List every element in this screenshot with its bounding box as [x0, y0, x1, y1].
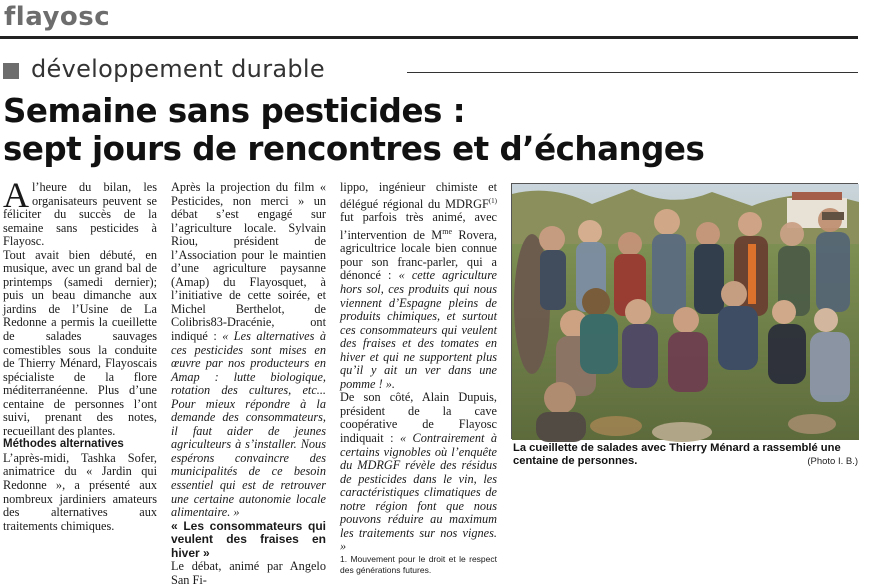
paragraph [340, 391, 497, 554]
photo-caption: La cueillette de salades avec Thierry Ménard a rassemblé une centaine de personnes. [513, 442, 841, 467]
section-label: développement durable [31, 55, 325, 83]
section-square-icon [3, 63, 19, 79]
quote: « Les alternatives à ces pesticides sont mises en œuvre par nos producteurs en Amap : lutte biologique, rotation des cultures, etc... Pour mieux répondre à la demande des consommateurs, il faut aider de jeunes agriculteurs à s’installer. Nous espérons convaincre des municipalités de ce besoin essentiel qui est de retrouver une certaine autonomie locale alimentaire. » [171, 329, 326, 520]
article-column-1 [3, 175, 157, 533]
title-abbrev: me [442, 226, 453, 236]
subheading: Méthodes alternatives [3, 438, 124, 451]
paragraph-text: Après la projection du film « Pesticides, non merci » un débat s’est engagé sur l’agriculture locale. Sylvain Riou, président de l’Association pour le maintien d’une agriculture paysanne (Amap) du Flayosquet, à l’initiative de cette soirée, et Michel Berthelot, de Colibris83-Dracénie, ont indiqué : [171, 180, 326, 344]
paragraph-text: lippo, ingénieur chimiste et délégué régional du MDRGF [340, 180, 497, 211]
quote: « Contrairement à certains vignobles où l’enquête du MDRGF révèle des résidus de pesticides dans le vin, les caractéristiques climatiques de notre région font que nous pouvons réduire au maximum les traitements sur nos vignes. » [340, 431, 498, 554]
quote: « cette agriculture hors sol, ces produits qui nous viennent d’Espagne pleins de produits chimiques, et surtout ces consommateurs qui veulent des fraises et des tomates en hiver et qui ne supportent plus qu’il y ait un ver dans une pomme ! ». [340, 268, 497, 391]
town-name: flayosc [4, 2, 111, 32]
footnote-marker: (1) [488, 196, 497, 205]
paragraph: L’après-midi, Tashka Sofer, animatrice du « Jardin qui Redonne », a présenté aux nombreux jardiniers amateurs des alternatives aux traitements chimiques. [3, 450, 157, 533]
paragraph [340, 181, 497, 391]
footnote: 1. Mouvement pour le droit et le respect des générations futures. [340, 553, 497, 575]
paragraph: Tout avait bien débuté, en musique, avec un grand bal de printemps (samedi dernier); puis un beau dimanche aux jardins de l’Usine de La Redonne a permis la cueillette de salades sauvages comestibles sous la conduite de Thierry Ménard, Flayoscais spécialiste de la flore méditerranéenne. Plus d’une centaine de personnes l’ont suivi, prenant des notes, recueillant des plantes. [3, 247, 157, 438]
paragraph: Le débat, animé par Angelo San Fi- [171, 559, 326, 587]
paragraph-text: De son côté, Alain Dupuis, président de la cave coopérative de Flayosc indiquait : [340, 390, 497, 446]
article-column-3 [340, 181, 497, 576]
paragraph-text: fut parfois très animé, avec l’intervention de M [340, 210, 497, 242]
headline-line-2: sept jours de rencontres et d’échanges [3, 130, 705, 168]
paragraph-text: l’heure du bilan, les organisateurs peuvent se féliciter du succès de la semaine sans pesticides à Flayosc. [3, 180, 157, 249]
photo-illustration [512, 184, 859, 440]
article-column-2 [171, 181, 326, 587]
paragraph [3, 175, 157, 249]
section-rule [407, 72, 858, 73]
article-photo [511, 183, 858, 439]
photo-credit: (Photo I. B.) [807, 456, 858, 467]
section-heading [3, 55, 858, 86]
paragraph-text: Rovera, agricultrice locale bien connue pour son franc-parler, qui a dénoncé : [340, 227, 497, 283]
headline-line-1: Semaine sans pesticides : [3, 92, 466, 130]
headline [3, 92, 863, 168]
drop-cap: A [3, 175, 29, 215]
paragraph [171, 181, 326, 520]
header-rule [0, 36, 858, 39]
subheading: « Les consommateurs qui veulent des fraises en hiver » [171, 518, 326, 560]
